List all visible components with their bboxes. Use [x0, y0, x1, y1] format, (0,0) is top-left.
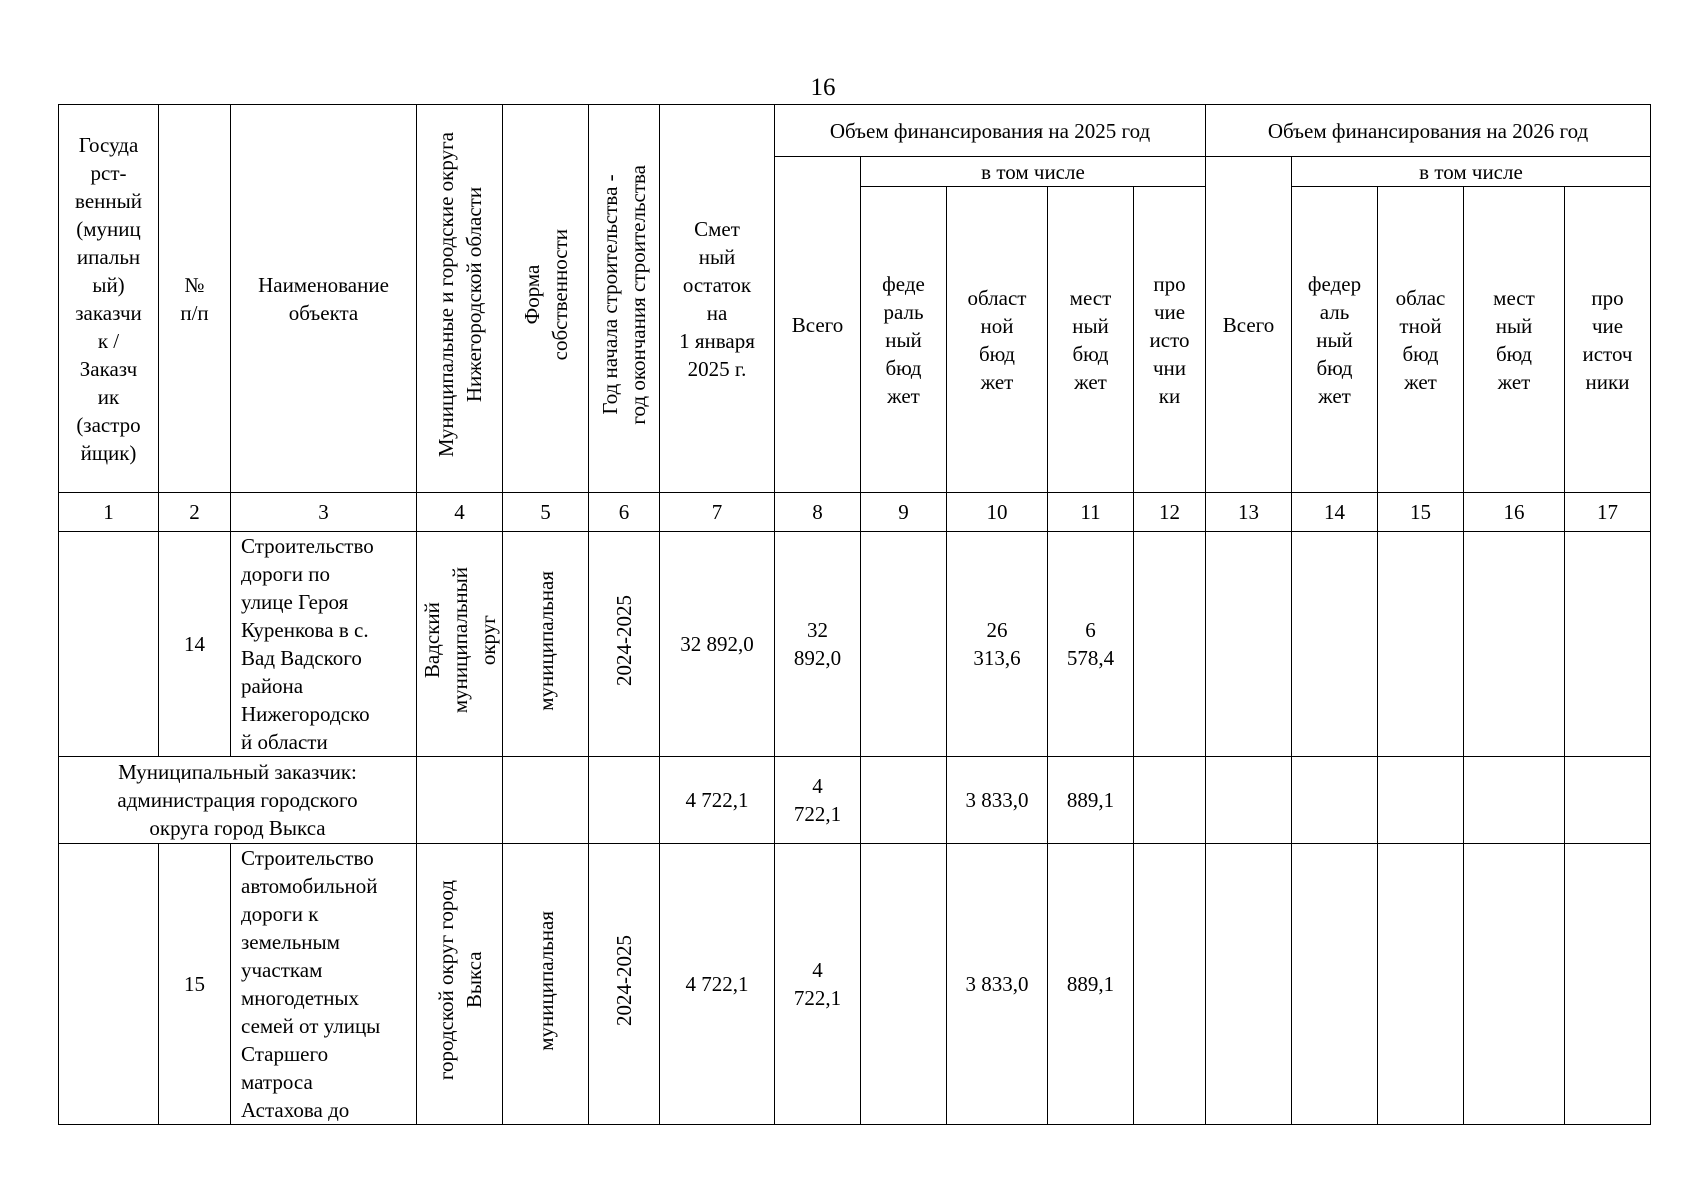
- header-years: Год начала строительства - год окончания строительства: [589, 105, 660, 493]
- cell-ownership: муниципальная: [503, 532, 589, 757]
- header-other-2025: про чие исто чни ки: [1134, 187, 1206, 493]
- col-number: 2: [159, 493, 231, 532]
- col-number: 7: [660, 493, 775, 532]
- table-row: [59, 844, 1651, 1125]
- cell-regional-2025: 3 833,0: [947, 757, 1048, 844]
- col-number: 16: [1464, 493, 1565, 532]
- header-federal-2025: феде раль ный бюд жет: [861, 187, 947, 493]
- header-municipalities: Муниципальные и городские округа Нижегородской области: [417, 105, 503, 493]
- cell-ownership: [503, 757, 589, 844]
- col-number: 4: [417, 493, 503, 532]
- cell-total-2026: [1206, 844, 1292, 1125]
- cell-federal-2026: [1292, 844, 1378, 1125]
- cell-local-2026: [1464, 844, 1565, 1125]
- header-estimate: Смет ный остаток на 1 января 2025 г.: [660, 105, 775, 493]
- col-number: 1: [59, 493, 159, 532]
- col-number: 12: [1134, 493, 1206, 532]
- cell-regional-2025: 26 313,6: [947, 532, 1048, 757]
- cell-other-2026: [1565, 757, 1651, 844]
- cell-object-name: Строительство дороги по улице Героя Куренкова в с. Вад Вадского района Нижегородско й области: [231, 532, 417, 757]
- page-number: 16: [810, 74, 836, 101]
- cell-customer: [59, 844, 159, 1125]
- col-number: 6: [589, 493, 660, 532]
- cell-regional-2025: 3 833,0: [947, 844, 1048, 1125]
- cell-federal-2025: [861, 757, 947, 844]
- cell-local-2025: 889,1: [1048, 757, 1134, 844]
- col-number: 13: [1206, 493, 1292, 532]
- cell-local-2026: [1464, 757, 1565, 844]
- cell-regional-2026: [1378, 757, 1464, 844]
- cell-other-2025: [1134, 757, 1206, 844]
- header-including-2025: в том числе: [861, 157, 1206, 187]
- col-number: 5: [503, 493, 589, 532]
- cell-customer: [59, 532, 159, 757]
- col-number: 17: [1565, 493, 1651, 532]
- col-number: 11: [1048, 493, 1134, 532]
- cell-total-2026: [1206, 757, 1292, 844]
- cell-federal-2026: [1292, 532, 1378, 757]
- cell-estimate: 4 722,1: [660, 844, 775, 1125]
- column-numbers-row: [59, 493, 1651, 532]
- cell-years: [589, 757, 660, 844]
- cell-customer-name: Муниципальный заказчик: администрация городского округа город Выкса: [59, 757, 417, 844]
- cell-years: 2024-2025: [589, 844, 660, 1125]
- col-number: 9: [861, 493, 947, 532]
- cell-local-2025: 6 578,4: [1048, 532, 1134, 757]
- header-total-2026: Всего: [1206, 157, 1292, 493]
- header-funding-2026: Объем финансирования на 2026 год: [1206, 105, 1651, 157]
- cell-ownership: муниципальная: [503, 844, 589, 1125]
- cell-other-2025: [1134, 532, 1206, 757]
- cell-years: 2024-2025: [589, 532, 660, 757]
- cell-regional-2026: [1378, 844, 1464, 1125]
- financing-table: [58, 104, 1651, 1125]
- header-other-2026: про чие источ ники: [1565, 187, 1651, 493]
- header-object-name: Наименование объекта: [231, 105, 417, 493]
- header-funding-2025: Объем финансирования на 2025 год: [775, 105, 1206, 157]
- cell-number: 14: [159, 532, 231, 757]
- cell-estimate: 4 722,1: [660, 757, 775, 844]
- cell-municipality: Вадский муниципальный округ: [417, 532, 503, 757]
- header-local-2025: мест ный бюд жет: [1048, 187, 1134, 493]
- col-number: 10: [947, 493, 1048, 532]
- cell-number: 15: [159, 844, 231, 1125]
- header-row-top: [59, 105, 1651, 157]
- header-including-2026: в том числе: [1292, 157, 1651, 187]
- col-number: 3: [231, 493, 417, 532]
- header-local-2026: мест ный бюд жет: [1464, 187, 1565, 493]
- cell-federal-2025: [861, 532, 947, 757]
- header-number: № п/п: [159, 105, 231, 493]
- cell-local-2025: 889,1: [1048, 844, 1134, 1125]
- col-number: 8: [775, 493, 861, 532]
- cell-municipality: [417, 757, 503, 844]
- cell-federal-2025: [861, 844, 947, 1125]
- cell-total-2025: 32 892,0: [775, 532, 861, 757]
- header-regional-2026: облас тной бюд жет: [1378, 187, 1464, 493]
- cell-other-2026: [1565, 532, 1651, 757]
- col-number: 15: [1378, 493, 1464, 532]
- cell-other-2025: [1134, 844, 1206, 1125]
- header-customer: Госуда рст- венный (муниц ипальн ый) заказчи к / Заказч ик (застро йщик): [59, 105, 159, 493]
- col-number: 14: [1292, 493, 1378, 532]
- cell-other-2026: [1565, 844, 1651, 1125]
- cell-total-2026: [1206, 532, 1292, 757]
- cell-total-2025: 4 722,1: [775, 757, 861, 844]
- header-ownership: Форма собственности: [503, 105, 589, 493]
- cell-local-2026: [1464, 532, 1565, 757]
- cell-object-name: Строительство автомобильной дороги к земельным участкам многодетных семей от улицы Старшего матроса Астахова до: [231, 844, 417, 1125]
- cell-regional-2026: [1378, 532, 1464, 757]
- cell-federal-2026: [1292, 757, 1378, 844]
- cell-total-2025: 4 722,1: [775, 844, 861, 1125]
- header-regional-2025: област ной бюд жет: [947, 187, 1048, 493]
- table-row-customer: [59, 757, 1651, 844]
- header-total-2025: Всего: [775, 157, 861, 493]
- cell-municipality: городской округ город Выкса: [417, 844, 503, 1125]
- table-row: [59, 532, 1651, 757]
- header-federal-2026: федер аль ный бюд жет: [1292, 187, 1378, 493]
- cell-estimate: 32 892,0: [660, 532, 775, 757]
